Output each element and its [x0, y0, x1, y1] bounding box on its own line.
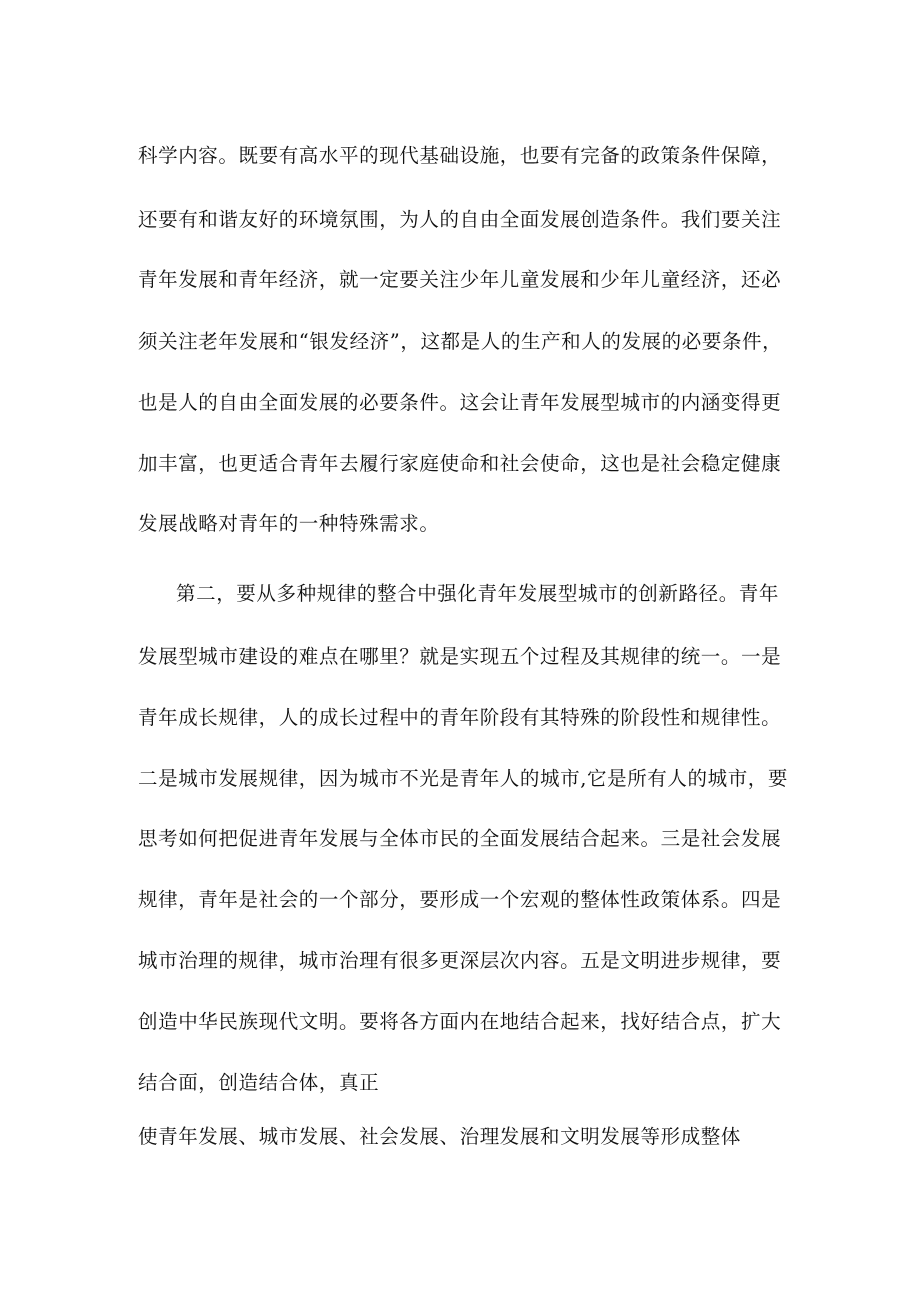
- paragraph-2-line-6: 规律，青年是社会的一个部分，要形成一个宏观的整体性政策体系。四是: [138, 888, 782, 911]
- paragraph-2-line-5: 思考如何把促进青年发展与全体市民的全面发展结合起来。三是社会发展: [138, 827, 782, 850]
- paragraph-1-line-1: 科学内容。既要有高水平的现代基础设施，也要有完备的政策条件保障，: [138, 144, 782, 167]
- paragraph-2-line-7: 城市治理的规律，城市治理有很多更深层次内容。五是文明进步规律，要: [138, 949, 782, 972]
- paragraph-1-line-5: 也是人的自由全面发展的必要条件。这会让青年发展型城市的内涵变得更: [138, 391, 782, 414]
- paragraph-1-line-2: 还要有和谐友好的环境氛围，为人的自由全面发展创造条件。我们要关注: [138, 208, 782, 231]
- paragraph-2-line-3: 青年成长规律，人的成长过程中的青年阶段有其特殊的阶段性和规律性。: [138, 706, 782, 729]
- paragraph-2-line-4: 二是城市发展规律，因为城市不光是青年人的城市,它是所有人的城市，要: [138, 767, 788, 790]
- paragraph-2-line-8: 创造中华民族现代文明。要将各方面内在地结合起来，找好结合点，扩大: [138, 1010, 782, 1033]
- paragraph-2-line-10: 使青年发展、城市发展、社会发展、治理发展和文明发展等形成整体: [138, 1125, 742, 1148]
- paragraph-2-line-9: 结合面，创造结合体，真正: [138, 1071, 380, 1094]
- paragraph-1-line-7: 发展战略对青年的一种特殊需求。: [138, 512, 440, 535]
- paragraph-1-line-4: 须关注老年发展和“银发经济”，这都是人的生产和人的发展的必要条件，: [138, 330, 783, 353]
- paragraph-1-line-3: 青年发展和青年经济，就一定要关注少年儿童发展和少年儿童经济，还必: [138, 268, 782, 291]
- paragraph-2-line-1: 第二，要从多种规律的整合中强化青年发展型城市的创新路径。青年: [176, 582, 780, 605]
- paragraph-2-line-2: 发展型城市建设的难点在哪里？就是实现五个过程及其规律的统一。一是: [138, 645, 782, 668]
- paragraph-1-line-6: 加丰富，也更适合青年去履行家庭使命和社会使命，这也是社会稳定健康: [138, 452, 782, 475]
